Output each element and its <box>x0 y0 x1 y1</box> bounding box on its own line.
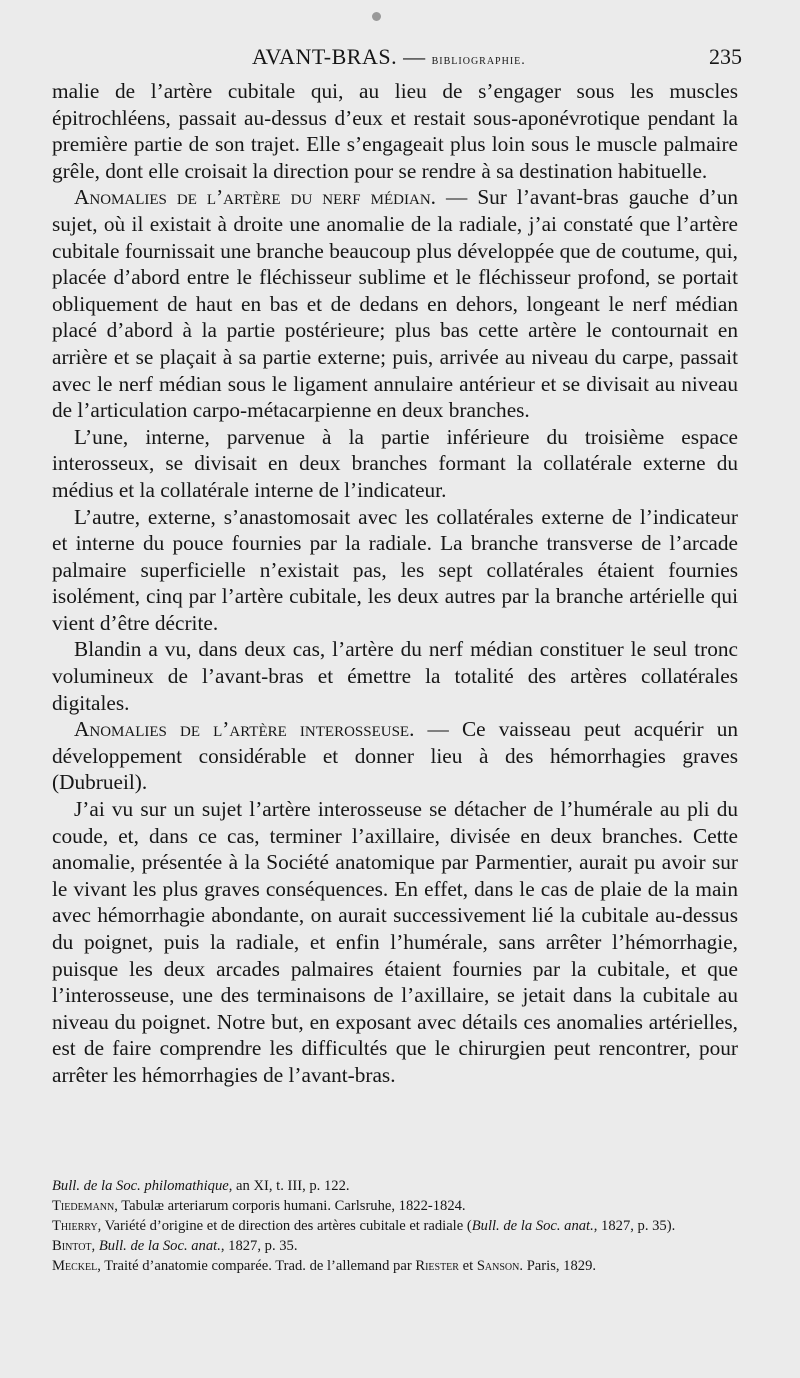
bib-translator: Sanson <box>476 1258 520 1274</box>
paragraph-blandin: Blandin a vu, dans deux cas, l’artère du nerf médian constituer le seul tronc volumineux de l’avant-bras et émettre la totalité des artères collatérales digitales. <box>52 637 738 715</box>
bib-details: . Paris, 1829. <box>519 1258 597 1274</box>
paragraph-external-branch: L’autre, externe, s’anastomosait avec les collatérales externe de l’indicateur et interne du pouce fournies par la radiale. La branche transverse de l’arcade palmaire superficielle n’existait pas, les sept collatérales étaient fournies isolément, cinq par l’artère cubitale, les deux autres par la branche artérielle qui vient d’être décrite. <box>52 504 738 635</box>
bibliography-entry <box>52 1216 742 1236</box>
main-text <box>52 78 738 1089</box>
section-heading-interosseous: Anomalies de l’artère interosseuse. <box>74 717 415 742</box>
bib-author: Thierry <box>52 1218 98 1234</box>
bib-journal: Bull. de la Soc. anat. <box>471 1218 594 1234</box>
bibliography-entry <box>52 1196 742 1216</box>
bib-author: Meckel <box>52 1258 98 1274</box>
paragraph-case-report: J’ai vu sur un sujet l’artère interosseuse se détacher de l’humérale au pli du coude, et, dans ce cas, terminer l’axillaire, divisée en deux branches. Cette anomalie, présentée à la Société anatomique par Parmentier, aurait pu avoir sur le vivant les plus graves conséquences. En effet, dans le cas de plaie de la main avec hémorrhagie abondante, on aurait successivement lié la cubitale au-dessus du poignet, puis la radiale, et enfin l’humérale, sans arrêter l’hémorrhagie, puisque les deux arcades palmaires étaient fournies par la cubitale, et que l’interosseuse, une des terminaisons de l’axillaire, se jetait dans la cubitale au niveau du poignet. Notre but, en exposant avec détails ces anomalies artérielles, est de faire comprendre les difficultés que le chirurgien peut rencontrer, pour arrêter les hémorrhagies de l’avant-bras. <box>52 797 738 1087</box>
paragraph-median-artery <box>52 184 738 423</box>
bib-separator: , <box>91 1238 99 1254</box>
bib-author: Bintot <box>52 1238 92 1254</box>
section-heading-median: Anomalies de l’artère du nerf médian. <box>74 185 436 210</box>
running-title <box>252 44 526 70</box>
bibliography-entry <box>52 1176 742 1196</box>
bib-translator: Riester <box>415 1258 459 1274</box>
paragraph-continuation: malie de l’artère cubitale qui, au lieu de s’engager sous les muscles épitrochléens, passait au-dessus d’eux et restait sous-aponévrotique pendant la première partie de son trajet. Elle s’engageait plus loin sous le muscle palmaire grêle, dont elle croisait la direction pour se rendre à sa destination habituelle. <box>52 79 738 183</box>
paragraph-interosseous-text: — Ce vaisseau peut acquérir un développement considérable et donner lieu à des hémorrhagies graves (Dubrueil). <box>52 717 738 795</box>
paragraph-internal-branch: L’une, interne, parvenue à la partie inférieure du troisième espace interosseux, se divisait en deux branches formant la collatérale externe du médius et la collatérale interne de l’indicateur. <box>52 424 738 502</box>
paragraph-interosseous <box>52 716 738 796</box>
paragraph-median-text: — Sur l’avant-bras gauche d’un sujet, où il existait à droite une anomalie de la radiale, j’ai constaté que l’artère cubitale fournissait une branche beaucoup plus développée que de coutume, qui, placée d’abord entre le fléchisseur sublime et le fléchisseur profond, se portait obliquement de haut en bas et de dedans en dehors, longeant le nerf médian placé d’abord à la partie postérieure; plus bas cette artère le contournait en arrière et se plaçait à sa partie externe; puis, arrivée au niveau du carpe, passait avec le nerf médian sous le ligament annulaire antérieur et se divisait au niveau de l’articulation carpo-métacarpienne en deux branches. <box>52 185 738 423</box>
bib-details: , Tabulæ arteriarum corporis humani. Carlsruhe, 1822-1824. <box>114 1198 466 1214</box>
running-header <box>52 44 742 76</box>
bib-details: , an XI, t. III, p. 122. <box>228 1178 350 1194</box>
bibliography-entry <box>52 1236 742 1256</box>
bib-details: , Variété d’origine et de direction des artères cubitale et radiale ( <box>97 1218 472 1234</box>
bib-author: Tiedemann <box>52 1198 115 1214</box>
bib-details: , 1827, p. 35. <box>220 1238 298 1254</box>
ink-spot <box>372 12 381 21</box>
bib-details: , 1827, p. 35). <box>593 1218 676 1234</box>
bib-journal: Bull. de la Soc. anat. <box>98 1238 221 1254</box>
running-title-sub: bibliographie. <box>431 53 526 68</box>
bibliography-entry <box>52 1256 742 1276</box>
page-number: 235 <box>709 44 742 69</box>
bib-details: , Traité d’anatomie comparée. Trad. de l’allemand par <box>97 1258 416 1274</box>
running-title-main: AVANT-BRAS. — <box>252 44 432 69</box>
bib-title: Bull. de la Soc. philomathique <box>52 1178 229 1194</box>
bib-separator: et <box>458 1258 477 1274</box>
bibliography <box>52 1176 742 1276</box>
